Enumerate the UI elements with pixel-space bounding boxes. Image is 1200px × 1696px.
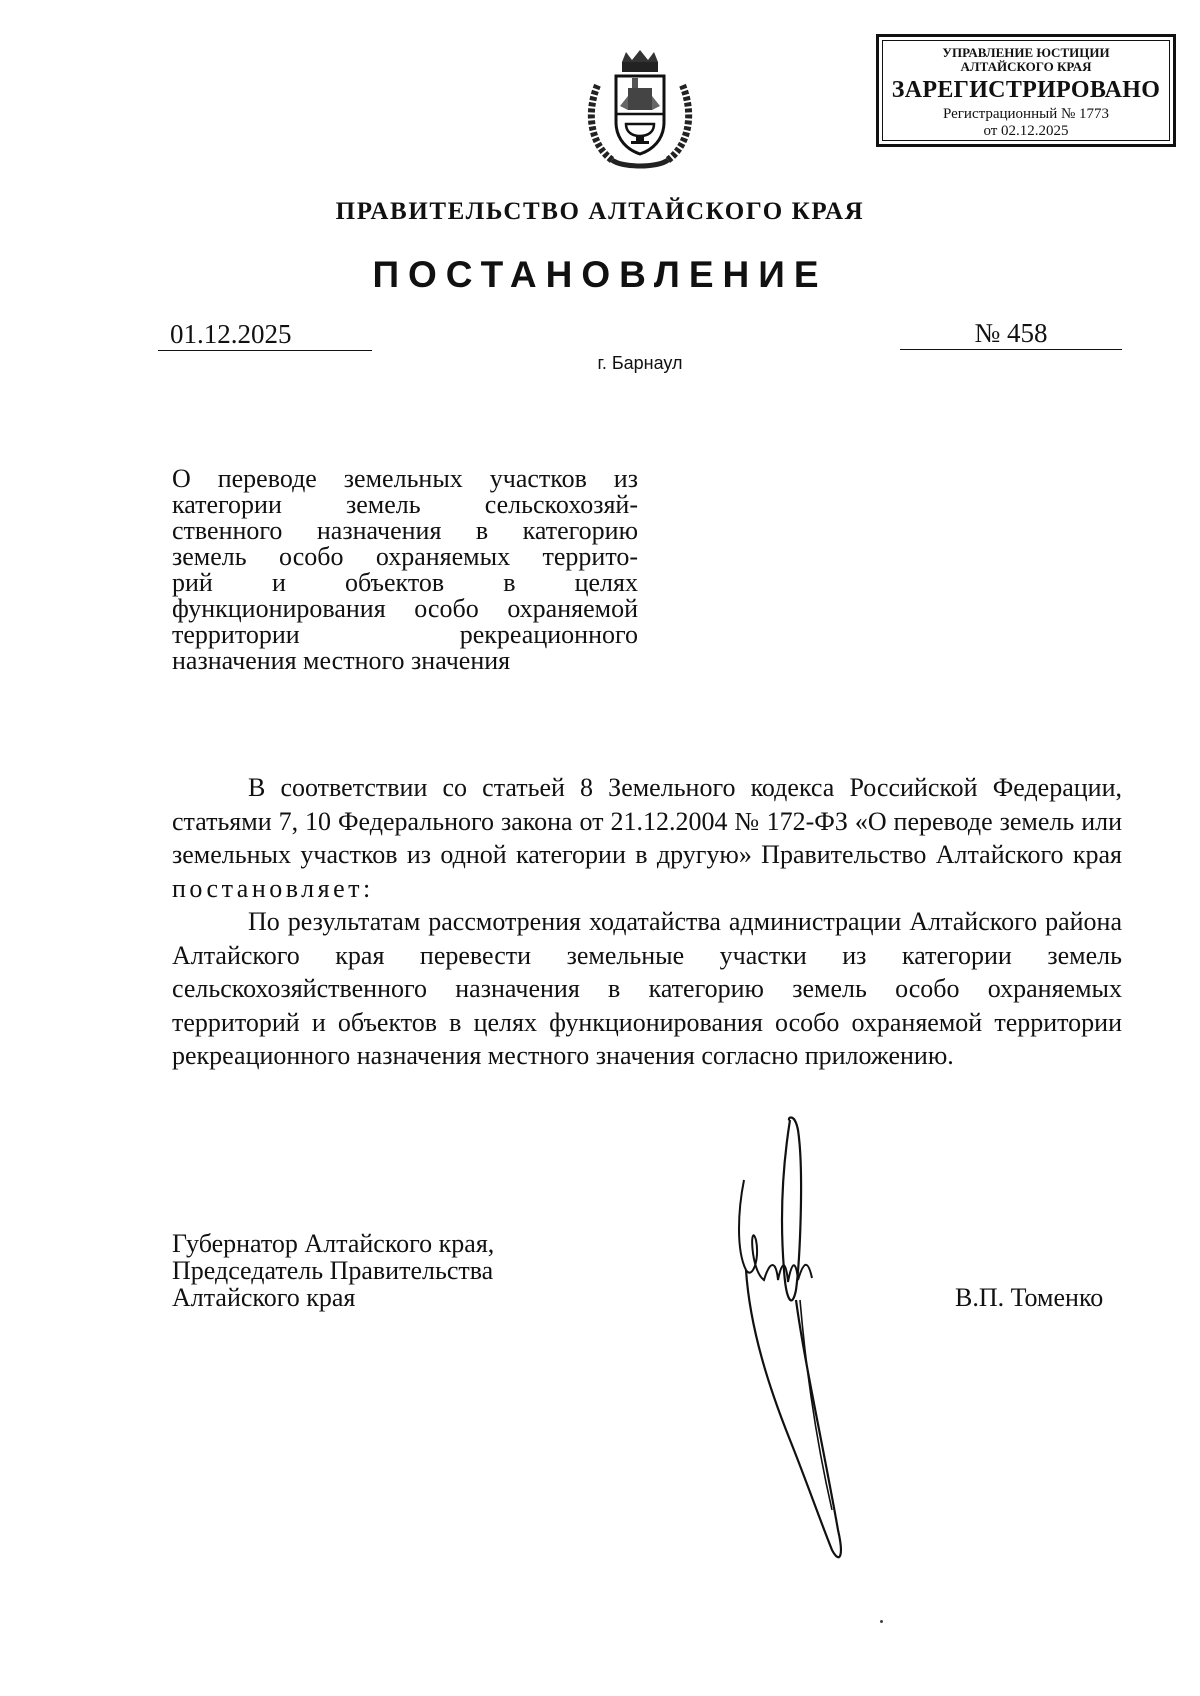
scan-speck [880,1620,883,1623]
document-number: № 458 [974,318,1048,348]
stamp-reg-number: Регистрационный № 1773 [942,106,1110,122]
document-date-field [158,319,372,351]
subject-line: земель особо охраняемых террито- [172,542,638,571]
document-type: ПОСТАНОВЛЕНИЕ [372,254,828,295]
subject-line: О переводе земельных участков из [172,464,638,493]
subject-line: рий и объектов в целях [172,568,638,597]
body-paragraph-2: По результатам рассмотрения ходатайства администрации Алтайского района Алтайского края перевести земельные участки из категории земель сельскохозяйственного назначения в категорию земель особо охраняемых территорий и объектов в целях функционирования особо охраняемой территории рекреационного назначения местного значения согласно приложению. [172,907,1122,1070]
document-subject [172,466,638,674]
resolves-word: постановляет [172,873,364,903]
subject-line: функционирования особо охраняемой [172,594,638,623]
document-date: 01.12.2025 [170,319,292,349]
document-number-field [900,318,1122,350]
subject-line: территории рекреационного [172,620,638,649]
signatory-title-line-3: Алтайского края [172,1283,356,1312]
subject-line: назначения местного значения [172,646,511,675]
stamp-reg-date: от 02.12.2025 [983,123,1069,139]
signatory-title-line-1: Губернатор Алтайского края, [172,1229,495,1258]
government-title: ПРАВИТЕЛЬСТВО АЛТАЙСКОГО КРАЯ [335,198,865,225]
signatory-name: В.П. Томенко [955,1283,1104,1312]
handwritten-signature-icon [720,1110,870,1570]
document-city: г. Барнаул [597,353,683,373]
signatory-title [172,1230,494,1311]
stamp-organization [879,46,1173,74]
resolves-colon: : [363,873,371,903]
stamp-org-line-1: УПРАВЛЕНИЕ ЮСТИЦИИ [942,45,1110,60]
subject-line: ственного назначения в категорию [172,516,638,545]
altai-krai-coat-of-arms-icon [582,48,698,176]
stamp-status: ЗАРЕГИСТРИРОВАНО [891,77,1161,103]
body-paragraph-1 [172,771,1122,905]
signatory-title-line-2: Председатель Правительства [172,1256,494,1285]
subject-line: категории земель сельскохозяй- [172,490,638,519]
registration-stamp [876,34,1176,147]
stamp-org-line-2: АЛТАЙСКОГО КРАЯ [960,59,1092,74]
document-body [172,771,1122,1073]
body-paragraph-1-text: В соответствии со статьей 8 Земельного кодекса Российской Федерации, статьями 7, 10 Федерального закона от 21.12.2004 № 172-ФЗ «О переводе земель или земельных участков из одной категории в другую» Правительство Алтайского края [172,773,1122,869]
